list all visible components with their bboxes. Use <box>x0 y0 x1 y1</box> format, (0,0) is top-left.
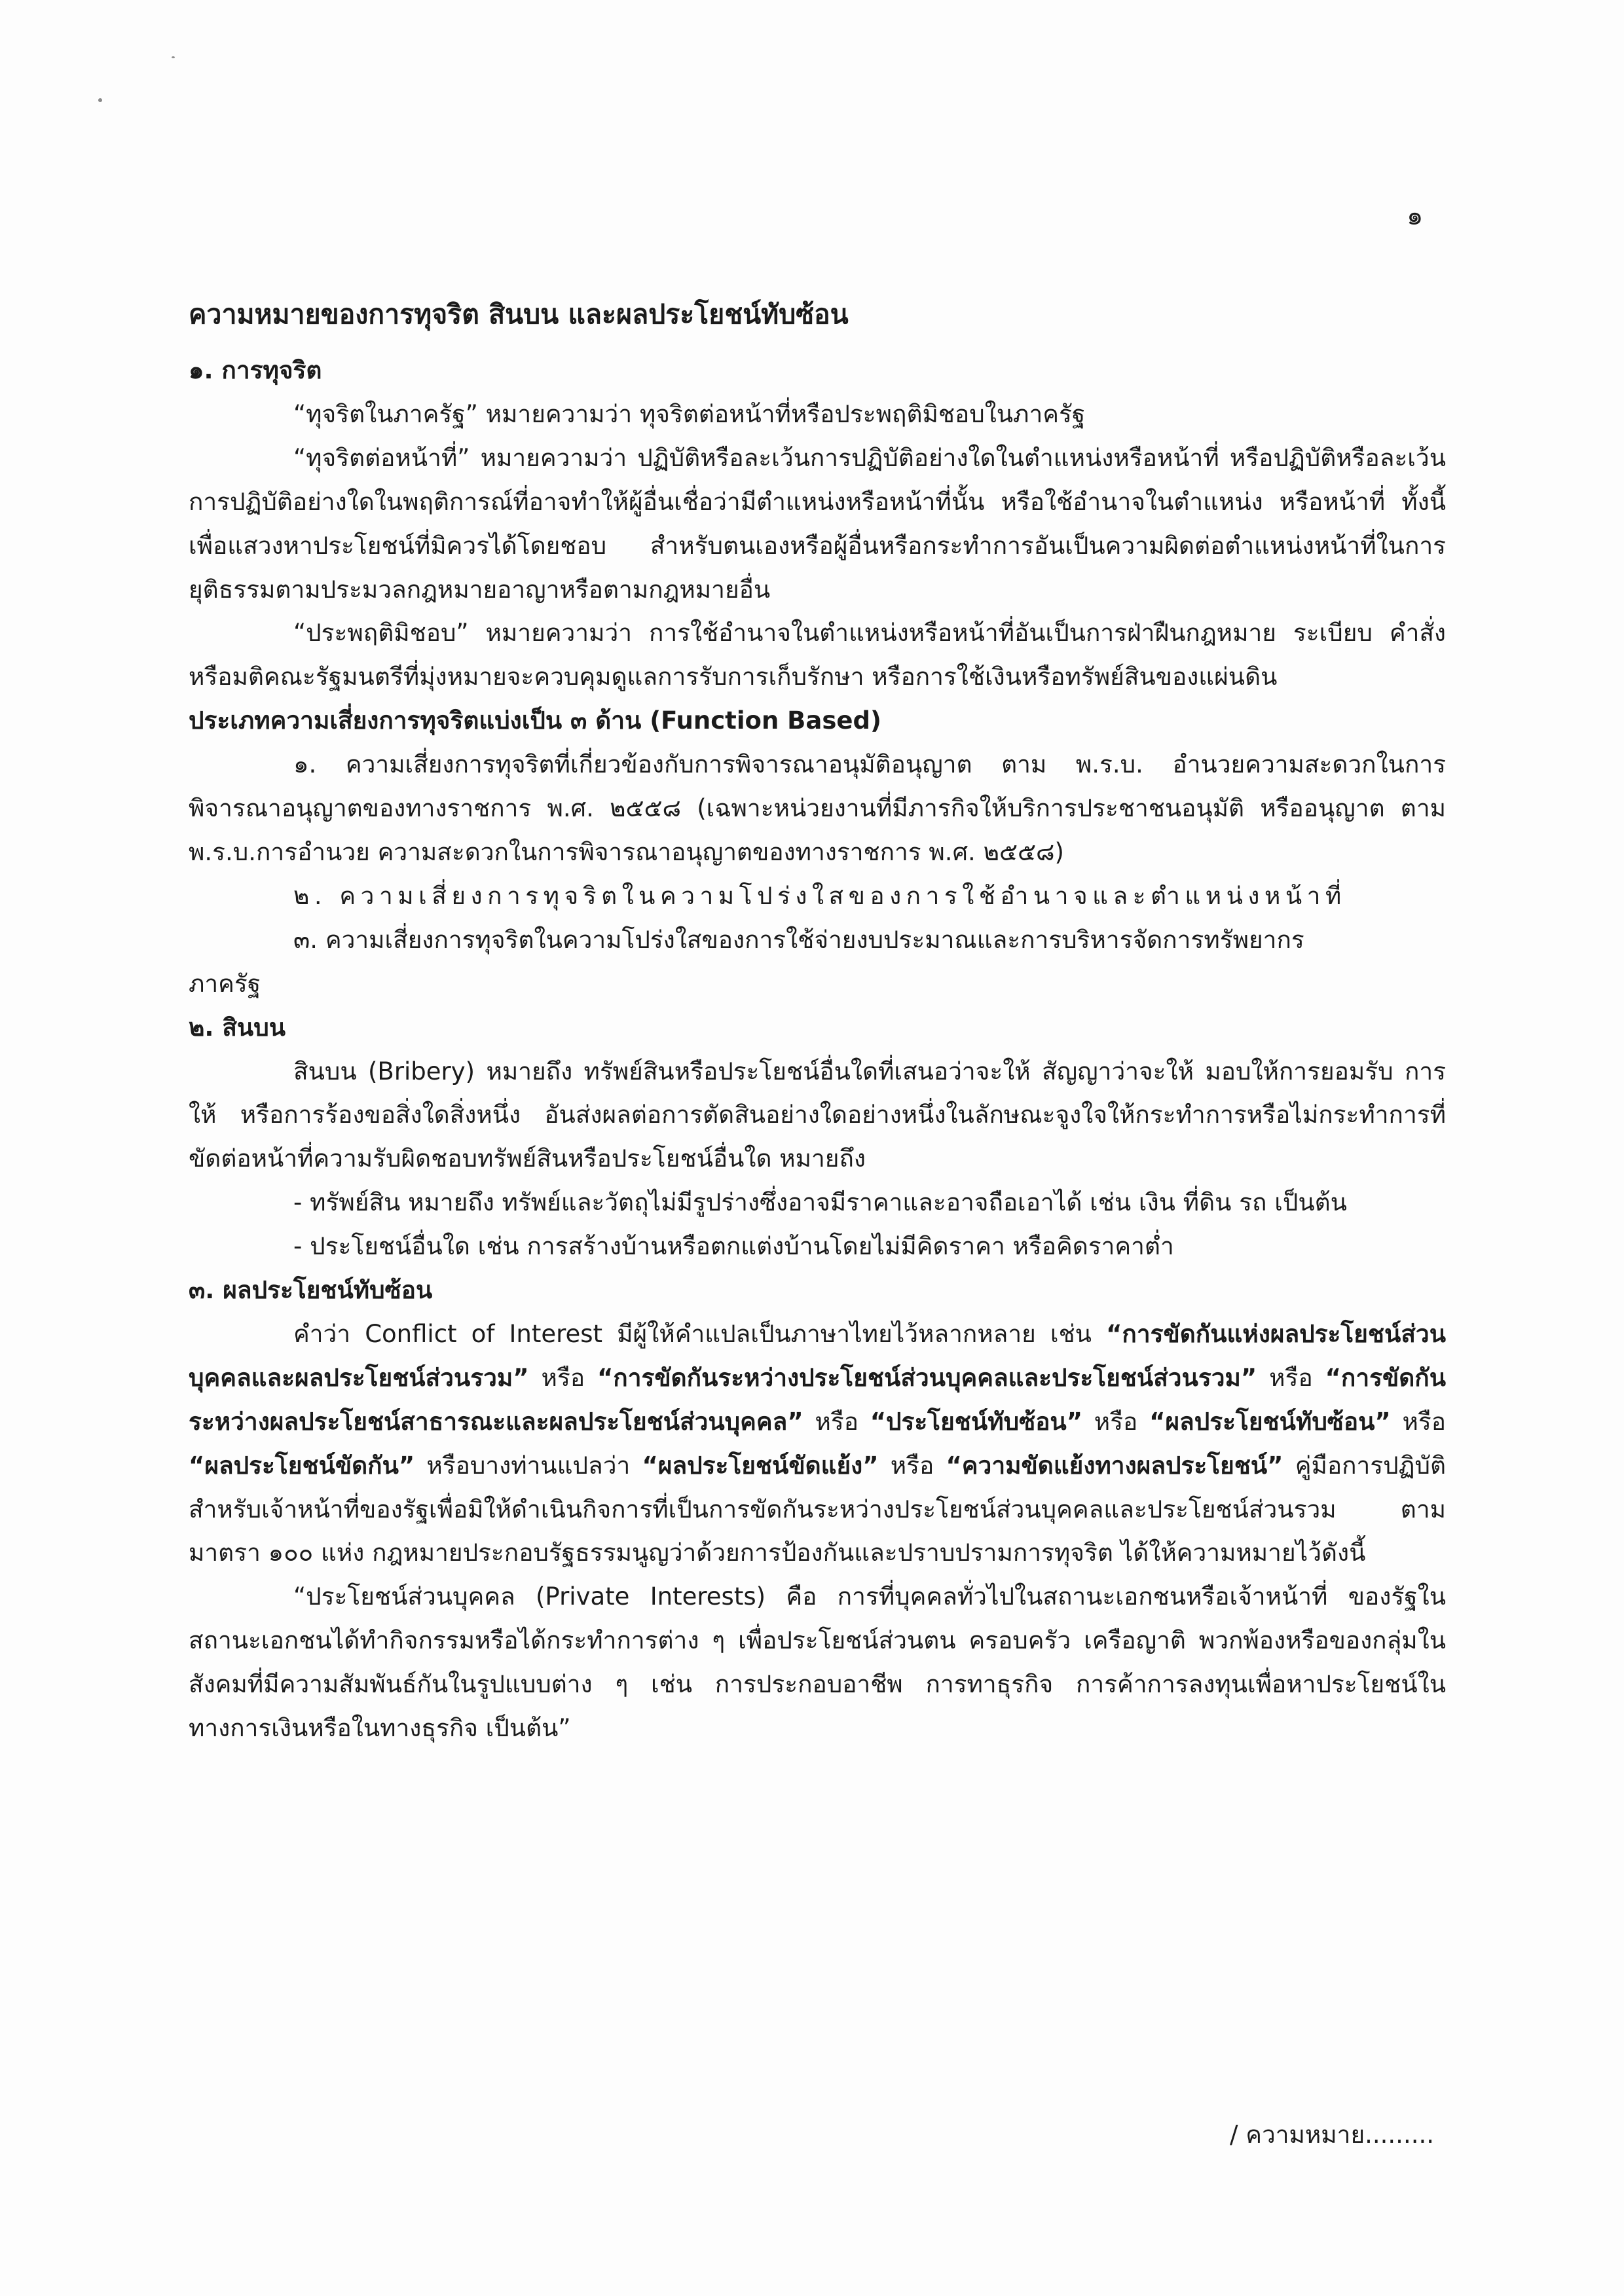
definition-duty-corruption: “ทุจริตต่อหน้าที่” หมายความว่า ปฏิบัติหรือละเว้นการปฏิบัติอย่างใดในตำแหน่งหรือหน้าที่ หรือปฏิบัติหรือละเว้นการปฏิบัติอย่างใดในพฤติการณ์ที่อาจทำให้ผู้อื่นเชื่อว่ามีตำแหน่งหรือหน้าที่นั้น หรือใช้อำนาจในตำแหน่ง หรือหน้าที่ ทั้งนี้ เพื่อแสวงหาประโยชน์ที่มิควรได้โดยชอบ สำหรับตนเองหรือผู้อื่นหรือกระทำการอันเป็นความผิดต่อตำแหน่งหน้าที่ในการยุติธรรมตามประมวลกฎหมายอาญาหรือตามกฎหมายอื่น <box>189 443 1446 604</box>
text-run: หรือบางท่านแปลว่า <box>415 1451 642 1480</box>
text-run: หรือ <box>803 1407 870 1436</box>
private-interests-definition: “ประโยชน์ส่วนบุคคล (Private Interests) คือ การที่บุคคลทั่วไปในสถานะเอกชนหรือเจ้าหน้าที่ ของรัฐในสถานะเอกชนได้ทำกิจกรรมหรือได้กระทำการต่าง ๆ เพื่อประโยชน์ส่วนตน ครอบครัว เครือญาติ พวกพ้องหรือของกลุ่มในสังคมที่มีความสัมพันธ์กันในรูปแบบต่าง ๆ เช่น การประกอบอาชีพ การทาธุรกิจ การค้าการลงทุนเพื่อหาประโยชน์ในทางการเงินหรือในทางธุรกิจ เป็นต้น” <box>189 1582 1446 1743</box>
term-run: “การขัดกันระหว่างผลประโยชน์สาธารณะและผลประโยชน์ส่วนบุคคล” <box>189 1363 1446 1436</box>
risk-item-1: ๑. ความเสี่ยงการทุจริตที่เกี่ยวข้องกับการพิจารณาอนุมัติอนุญาต ตาม พ.ร.บ. อำนวยความสะดวกในการพิจารณาอนุญาตของทางราชการ พ.ศ. ๒๕๕๘ (เฉพาะหน่วยงานที่มีภารกิจให้บริการประชาชนอนุมัติ หรืออนุญาต ตาม พ.ร.บ.การอำนวย ความสะดวกในการพิจารณาอนุญาตของทางราชการ พ.ศ. ๒๕๕๘) <box>189 750 1446 866</box>
section-heading-corruption: ๑. การทุจริต <box>189 356 322 384</box>
text-run: หรือ <box>1257 1363 1325 1392</box>
bribery-definition: สินบน (Bribery) หมายถึง ทรัพย์สินหรือประโยชน์อื่นใดที่เสนอว่าจะให้ สัญญาว่าจะให้ มอบให้การยอมรับ การให้ หรือการร้องขอสิ่งใดสิ่งหนึ่ง อันส่งผลต่อการตัดสินอย่างใดอย่างหนึ่งในลักษณะจูงใจให้กระทำการหรือไม่กระทำการที่ขัดต่อหน้าที่ความรับผิดชอบทรัพย์สินหรือประโยชน์อื่นใด หมายถึง <box>189 1057 1446 1173</box>
scan-speck <box>98 98 102 102</box>
term-run: “ประโยชน์ทับซ้อน” <box>870 1407 1083 1436</box>
term-run: “การขัดกันระหว่างประโยชน์ส่วนบุคคลและประโยชน์ส่วนรวม” <box>597 1363 1257 1392</box>
document-title: ความหมายของการทุจริต สินบน และผลประโยชน์ทับซ้อน <box>189 299 849 330</box>
page-number: ๑ <box>1407 201 1424 231</box>
bribery-bullet-property: - ทรัพย์สิน หมายถึง ทรัพย์และวัตถุไม่มีรูปร่างซึ่งอาจมีราคาและอาจถือเอาได้ เช่น เงิน ที่ดิน รถ เป็นต้น <box>293 1188 1347 1217</box>
text-run: หรือ <box>528 1363 597 1392</box>
definition-public-sector-corruption: “ทุจริตในภาครัฐ” หมายความว่า ทุจริตต่อหน้าที่หรือประพฤติมิชอบในภาครัฐ <box>293 399 1086 428</box>
bribery-bullet-other-benefit: - ประโยชน์อื่นใด เช่น การสร้างบ้านหรือตกแต่งบ้านโดยไม่มีคิดราคา หรือคิดราคาต่ำ <box>293 1232 1174 1261</box>
text-run: หรือ <box>1390 1407 1447 1436</box>
text-run: หรือ <box>1082 1407 1150 1436</box>
term-run: “ผลประโยชน์ขัดกัน” <box>189 1451 415 1480</box>
text-run: คู่มือการปฏิบัติสำหรับเจ้าหน้าที่ของรัฐเพื่อมิให้ดำเนินกิจการที่เป็นการขัดกันระหว่างประโยชน์ส่วนบุคคลและประโยชน์ส่วนรวม ตามมาตรา ๑๐๐ แห่ง กฎหมายประกอบรัฐธรรมนูญว่าด้วยการป้องกันและปราบปรามการทุจริต ได้ให้ความหมายไว้ดังนี้ <box>189 1451 1446 1567</box>
conflict-of-interest-paragraph <box>189 1313 1446 1575</box>
term-run: “การขัดกันแห่งผลประโยชน์ส่วนบุคคลและผลประโยชน์ส่วนรวม” <box>189 1319 1446 1392</box>
scan-speck <box>172 56 175 58</box>
risk-item-3-continued: ภาครัฐ <box>189 969 261 998</box>
term-run: “ความขัดแย้งทางผลประโยชน์” <box>946 1451 1283 1480</box>
term-run: “ผลประโยชน์ขัดแย้ง” <box>642 1451 879 1480</box>
section-heading-conflict-of-interest: ๓. ผลประโยชน์ทับซ้อน <box>189 1276 433 1305</box>
section-heading-bribery: ๒. สินบน <box>189 1013 286 1042</box>
definition-misconduct: “ประพฤติมิชอบ” หมายความว่า การใช้อำนาจในตำแหน่งหรือหน้าที่อันเป็นการฝ่าฝืนกฎหมาย ระเบียบ คำสั่ง หรือมติคณะรัฐมนตรีที่มุ่งหมายจะควบคุมดูแลการรับการเก็บรักษา หรือการใช้เงินหรือทรัพย์สินของแผ่นดิน <box>189 619 1446 691</box>
risk-types-heading: ประเภทความเสี่ยงการทุจริตแบ่งเป็น ๓ ด้าน (Function Based) <box>189 706 881 735</box>
risk-item-2: ๒. ความเสี่ยงการทุจริตในความโปร่งใสของการใช้อำนาจและตำแหน่งหน้าที่ <box>293 881 1346 910</box>
continuation-marker: / ความหมาย......... <box>1229 2121 1434 2149</box>
text-run: คำว่า Conflict of Interest มีผู้ให้คำแปลเป็นภาษาไทยไว้หลากหลาย เช่น <box>293 1319 1107 1348</box>
risk-item-3: ๓. ความเสี่ยงการทุจริตในความโปร่งใสของการใช้จ่ายงบประมาณและการบริหารจัดการทรัพยากร <box>293 925 1304 954</box>
document-body <box>189 291 1446 1751</box>
term-run: “ผลประโยชน์ทับซ้อน” <box>1149 1407 1391 1436</box>
text-run: หรือ <box>878 1451 946 1480</box>
